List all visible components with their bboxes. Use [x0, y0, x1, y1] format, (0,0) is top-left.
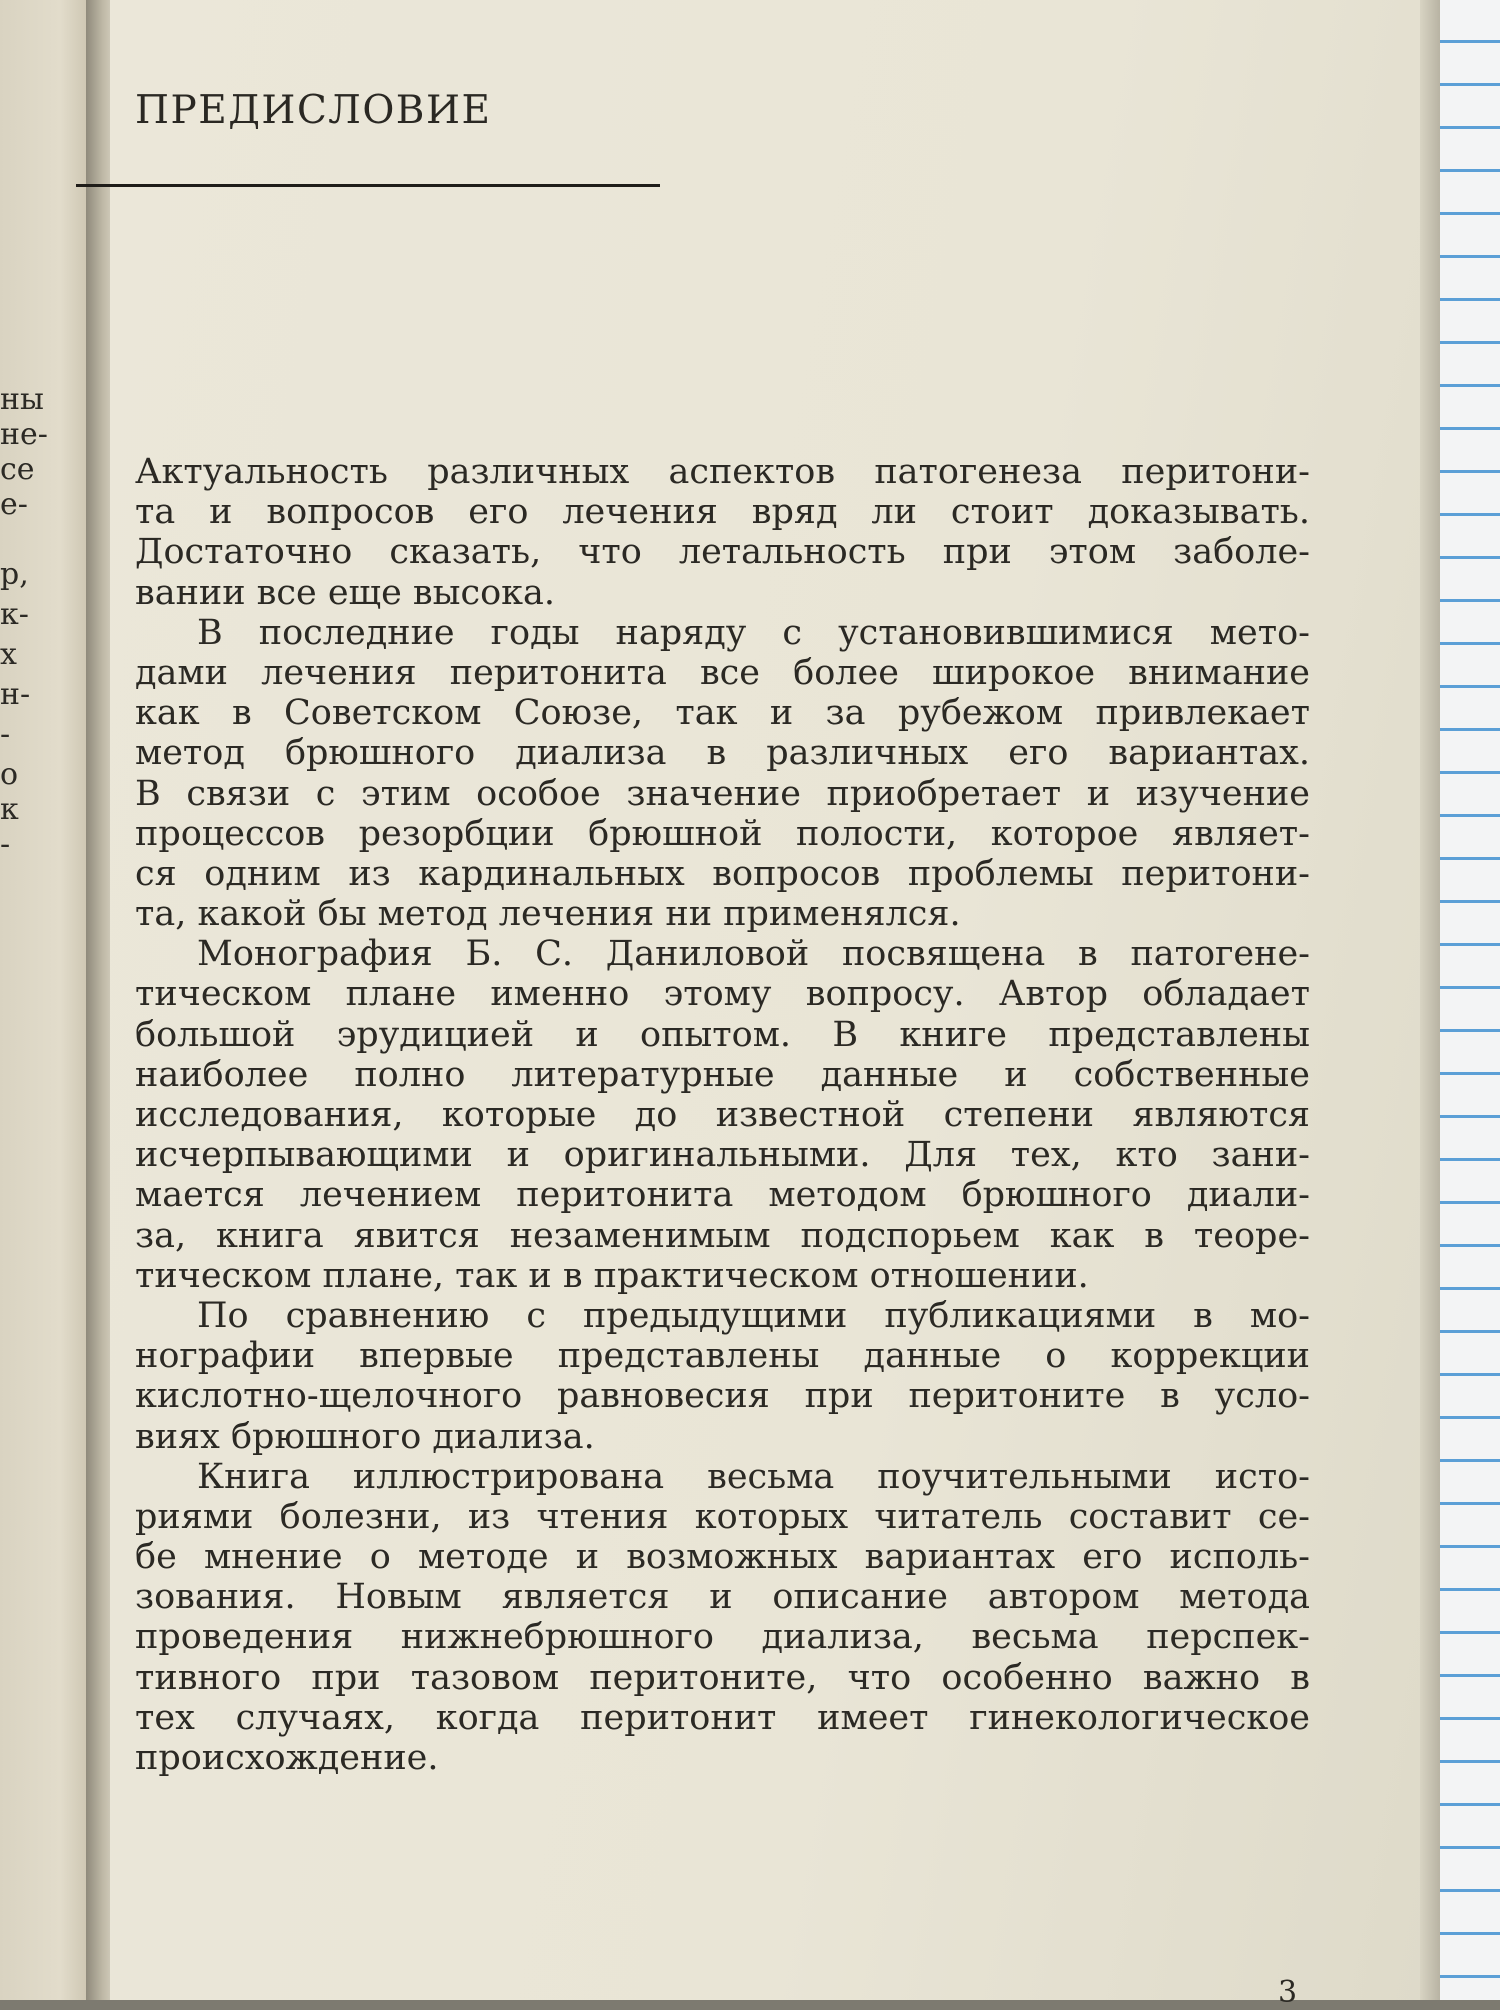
text-line: Монография Б. С. Даниловой посвящена в патогене- — [197, 934, 1310, 975]
left-page-fragment: к — [0, 792, 19, 827]
text-line: тическом плане именно этому вопросу. Автор обладает — [135, 974, 1310, 1015]
text-line: проведения нижнебрюшного диализа, весьма перспек- — [135, 1617, 1310, 1658]
text-line: риями болезни, из чтения которых читатель составит се- — [135, 1496, 1310, 1537]
text-line: тическом плане, так и в практическом отношении. — [135, 1255, 1089, 1296]
left-page-fragment: н- — [0, 677, 31, 712]
lined-notebook-background — [1440, 0, 1500, 2000]
text-line: зования. Новым является и описание автором метода — [135, 1577, 1310, 1618]
text-line: происхождение. — [135, 1738, 439, 1778]
text-line: наиболее полно литературные данные и собственные — [135, 1054, 1310, 1095]
text-line: та, какой бы метод лечения ни применялся. — [135, 894, 961, 935]
left-page-fragment: - — [0, 827, 11, 862]
text-line: мается лечением перитонита методом брюшного диали- — [135, 1175, 1310, 1216]
text-line: исчерпывающими и оригинальными. Для тех, кто зани- — [135, 1135, 1310, 1176]
text-line: как в Советском Союзе, так и за рубежом привлекает — [135, 693, 1310, 734]
text-line: за, книга явится незаменимым подспорьем как в теоре- — [135, 1215, 1310, 1256]
left-page-fragment: ны — [0, 382, 44, 417]
left-page-fragment: х — [0, 637, 17, 672]
page-title: ПРЕДИСЛОВИЕ — [135, 88, 492, 133]
text-line: тивного при тазовом перитоните, что особенно важно в — [135, 1657, 1310, 1698]
text-line: дами лечения перитонита все более широкое внимание — [135, 652, 1310, 693]
text-line: Достаточно сказать, что летальность при этом заболе- — [135, 532, 1310, 573]
text-line: В связи с этим особое значение приобретает и изучение — [135, 773, 1310, 814]
text-line: В последние годы наряду с установившимися мето- — [197, 612, 1310, 653]
page-number: 3 — [1278, 1975, 1298, 2010]
left-page-fragment: к- — [0, 597, 29, 632]
text-line: нографии впервые представлены данные о коррекции — [135, 1336, 1310, 1377]
page-edge-shadow — [1420, 0, 1440, 2000]
text-line: виях брюшного диализа. — [135, 1416, 595, 1457]
left-page-fragment: се — [0, 452, 35, 487]
text-line: тех случаях, когда перитонит имеет гинекологическое — [135, 1697, 1310, 1738]
text-line: бе мнение о методе и возможных вариантах его исполь- — [135, 1537, 1310, 1578]
text-line: большой эрудицией и опытом. В книге представлены — [135, 1014, 1310, 1055]
left-page-fragment: - — [0, 717, 11, 752]
text-line: По сравнению с предыдущими публикациями в мо- — [197, 1295, 1310, 1336]
text-line: кислотно-щелочного равновесия при перитоните в усло- — [135, 1376, 1310, 1417]
left-page-fragment: р, — [0, 557, 29, 592]
previous-page-edge — [0, 0, 86, 2000]
text-line: Книга иллюстрирована весьма поучительными исто- — [197, 1456, 1310, 1497]
left-page-fragment: о — [0, 757, 19, 792]
text-line: ся одним из кардинальных вопросов проблемы перитони- — [135, 853, 1310, 894]
text-line: та и вопросов его лечения вряд ли стоит доказывать. — [135, 492, 1310, 533]
preface-body — [135, 452, 1310, 1778]
left-page-fragment: не- — [0, 417, 48, 452]
text-line: вании все еще высока. — [135, 572, 556, 613]
text-line: исследования, которые до известной степени являются — [135, 1095, 1310, 1135]
text-line: Актуальность различных аспектов патогенеза перитони- — [135, 452, 1310, 492]
left-page-fragment: е- — [0, 487, 28, 522]
text-line: метод брюшного диализа в различных его вариантах. — [135, 733, 1310, 774]
heading-rule — [76, 184, 660, 187]
text-line: процессов резорбции брюшной полости, которое являет- — [135, 813, 1310, 854]
